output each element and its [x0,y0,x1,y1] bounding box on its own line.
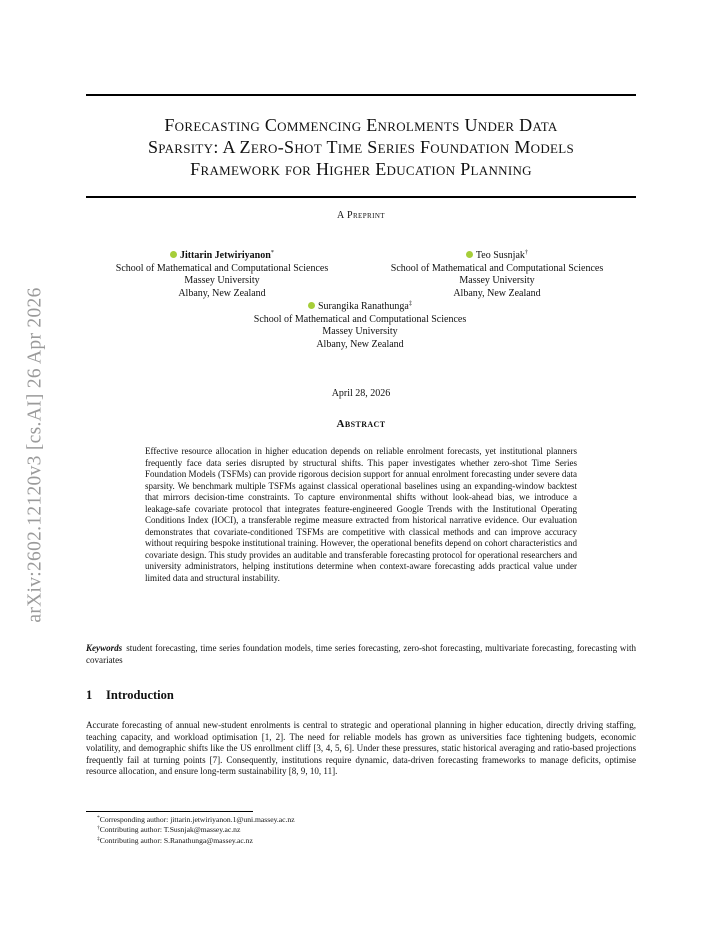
author-univ: Massey University [184,275,260,287]
preprint-label: A Preprint [337,210,385,221]
author-block-1 [90,250,354,300]
footnote-rule [86,811,253,812]
keywords-text: student forecasting, time series foundation models, time series forecasting, zero-shot forecasting, multivariate forecasting, forecasting with covariates [86,643,636,665]
publication-date: April 28, 2026 [331,388,391,399]
author-univ: Massey University [459,275,535,287]
footnote-text: Contributing author: T.Susnjak@massey.ac.nz [99,825,241,835]
author-location: Albany, New Zealand [453,287,541,299]
footnote-text: Contributing author: S.Ranathunga@massey.ac.nz [99,835,253,845]
author-name: Teo Susnjak [475,250,525,261]
footnote [97,825,295,835]
author-name: Jittarin Jetwiriyanon [179,250,271,261]
author-dept: School of Mathematical and Computational Sciences [115,262,329,274]
keywords-label: Keywords [86,643,123,653]
footnotes [97,815,295,846]
abstract-body: Effective resource allocation in higher education depends on reliable enrolment forecasts, yet institutional planners frequently face data series disrupted by structural shifts. This paper investigates whether zero-shot Time Series Foundation Models (TSFMs) can provide rigorous decision support for annual enrolment forecasting under severe data sparsity. We benchmark multiple TSFMs against classical operational baselines using an expanding-window backtest that mirrors decision-time constraints. To capture environmental shifts without look-ahead bias, we introduce a leakage-safe covariate protocol that integrates feature-engineered Google Trends with the Institutional Operating Conditions Index (IOCI), a transferable regime measure extracted from historical narrative evidence. Our evaluation demonstrates that covariate-conditioned TSFMs are competitive with classical methods and can improve accuracy without requiring bespoke institutional training. However, the operational benefits depend on cohort characteristics and covariate design. This study provides an auditable and transferable forecasting protocol for operational researchers and university administrators, helping institutions determine when context-aware forecasting adds practical value under limited data and structural instability. [145,446,578,584]
section-number: 1 [86,688,93,702]
author-block-2 [365,250,629,300]
footnote-text: Corresponding author: jittarin.jetwiriyanon.1@uni.massey.ac.nz [99,815,295,824]
section-title: Introduction [106,688,174,702]
author-block-3 [228,301,492,351]
author-mark: ‡ [408,300,413,307]
footnote [97,836,295,846]
author-dept: School of Mathematical and Computational Sciences [390,262,604,274]
arxiv-id: arXiv:2602.12120v3 [cs.AI] 26 Apr 2026 [25,287,46,623]
author-mark: † [524,249,529,256]
footnote [97,815,295,825]
footnote-mark: * [97,815,100,821]
orcid-icon[interactable] [308,302,315,309]
footnote-mark: ‡ [97,835,100,842]
author-name: Surangika Ranathunga [317,301,409,312]
orcid-icon[interactable] [170,251,177,258]
author-dept: School of Mathematical and Computational Sciences [253,313,467,325]
title-bottom-rule [86,196,636,198]
author-mark: * [270,249,275,256]
intro-paragraph: Accurate forecasting of annual new-student enrolments is central to strategic and operational planning in higher education, directly driving staffing, teaching capacity, and workload optimisation [1, 2]. The need for reliable models has grown as universities face tightening budgets, economic volatility, and demographic shifts like the US enrollment cliff [3, 4, 5, 6]. Under these pressures, static historical averaging and ratio-based projections frequently fail at turning points [7]. Consequently, institutions require dynamic, data-driven forecasting frameworks to manage deficits, optimise resource allocation, and ensure long-term sustainability [8, 9, 10, 11]. [86,720,636,777]
paper-title [86,114,636,180]
keywords [86,643,636,666]
arxiv-stamp [22,260,50,650]
orcid-icon[interactable] [466,251,473,258]
author-location: Albany, New Zealand [178,287,266,299]
title-line: Framework for Higher Education Planning [190,159,532,179]
author-location: Albany, New Zealand [316,338,404,350]
title-line: Forecasting Commencing Enrolments Under Data [164,115,558,135]
title-top-rule [86,94,636,96]
footnote-mark: † [97,825,100,832]
abstract-heading: Abstract [336,418,386,430]
title-line: Sparsity: A Zero-Shot Time Series Foundation Models [147,137,575,157]
author-univ: Massey University [322,326,398,338]
section-heading [86,688,174,703]
